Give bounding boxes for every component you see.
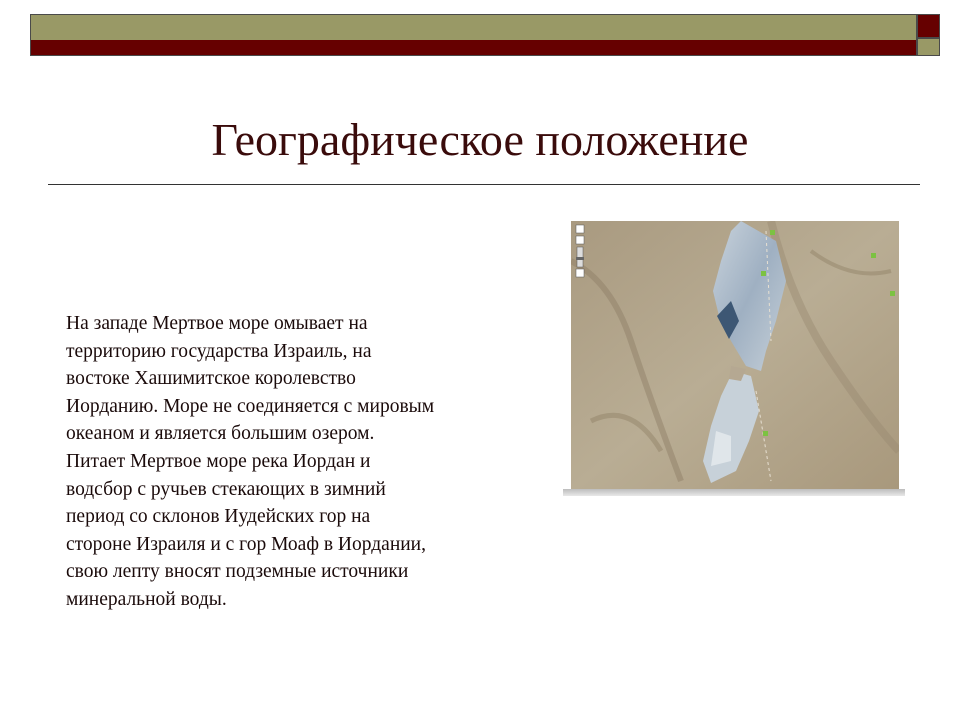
body-line: Иорданию. Море не соединяется с мировым [66, 395, 435, 417]
header-olive-stripe [31, 15, 916, 40]
dead-sea-satellite-map [571, 221, 899, 491]
zoom-control-icon [576, 225, 584, 277]
body-line: водсбор с ручьев стекающих в зимний [66, 478, 386, 500]
body-line: Питает Мертвое море река Иордан и [66, 450, 371, 472]
header-decor-bar [30, 14, 917, 56]
map-bottom-shadow [563, 489, 905, 496]
slide-title: Географическое положение [211, 114, 749, 165]
slide-body-text [66, 310, 536, 614]
body-line: территорию государства Израиль, на [66, 340, 372, 362]
title-divider [48, 184, 920, 185]
body-line: стороне Израиля и с гор Моаф в Иордании, [66, 533, 426, 555]
body-line: океаном и является большим озером. [66, 423, 375, 445]
body-line: период со склонов Иудейских гор на [66, 506, 371, 528]
body-line: минеральной воды. [66, 588, 227, 610]
body-line: востоке Хашимитское королевство [66, 368, 356, 390]
corner-square-olive [917, 38, 940, 56]
body-line: На западе Мертвое море омывает на [66, 313, 368, 334]
header-maroon-stripe [31, 40, 916, 55]
body-line: свою лепту вносят подземные источники [66, 561, 409, 583]
corner-square-maroon [917, 14, 940, 38]
